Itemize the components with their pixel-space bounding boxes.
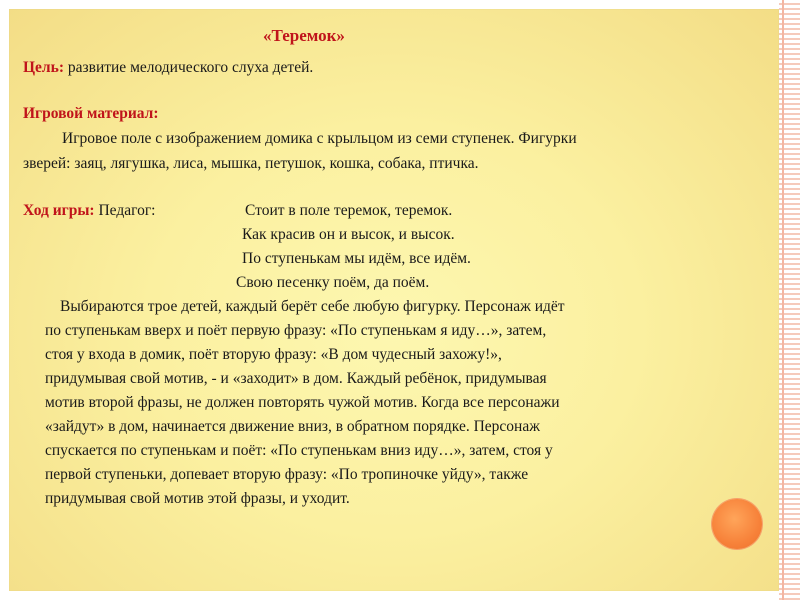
description-line: по ступенькам вверх и поёт первую фразу: «По ступенькам я иду…», затем, (45, 322, 547, 339)
material-label: Игровой материал: (23, 105, 159, 122)
song-line: Стоит в поле теремок, теремок. (245, 202, 453, 219)
decorative-orange-circle (712, 499, 762, 549)
description-line: стоя у входа в домик, поёт вторую фразу: «В дом чудесный захожу!», (45, 346, 502, 363)
goal-label: Цель: (23, 59, 64, 76)
teacher-label: Педагог: (98, 202, 156, 219)
song-line: Свою песенку поём, да поём. (236, 274, 430, 291)
side-decoration-line (782, 0, 784, 600)
song-line: По ступенькам мы идём, все идём. (242, 250, 471, 267)
description-line: Выбираются трое детей, каждый берёт себе любую фигурку. Персонаж идёт (60, 298, 565, 315)
description-line: придумывая свой мотив, - и «заходит» в дом. Каждый ребёнок, придумывая (45, 370, 547, 387)
game-label: Ход игры: (23, 202, 95, 219)
page-title: «Теремок» (263, 26, 345, 45)
material-line: зверей: заяц, лягушка, лиса, мышка, петушок, кошка, собака, птичка. (23, 155, 479, 172)
description-line: «зайдут» в дом, начинается движение вниз, в обратном порядке. Персонаж (45, 418, 540, 435)
goal-line (23, 59, 313, 77)
song-line: Как красив он и высок, и высок. (242, 226, 455, 243)
description-line: спускается по ступенькам и поёт: «По ступенькам вниз иду…», затем, стоя у (45, 442, 553, 459)
material-line: Игровое поле с изображением домика с крыльцом из семи ступенек. Фигурки (62, 130, 577, 147)
description-line: придумывая свой мотив этой фразы, и уходит. (45, 490, 350, 507)
game-header (23, 202, 156, 220)
description-line: мотив второй фразы, не должен повторять чужой мотив. Когда все персонажи (45, 394, 560, 411)
description-line: первой ступеньки, допевает вторую фразу: «По тропиночке уйду», также (45, 466, 529, 483)
goal-text: развитие мелодического слуха детей. (67, 59, 314, 76)
